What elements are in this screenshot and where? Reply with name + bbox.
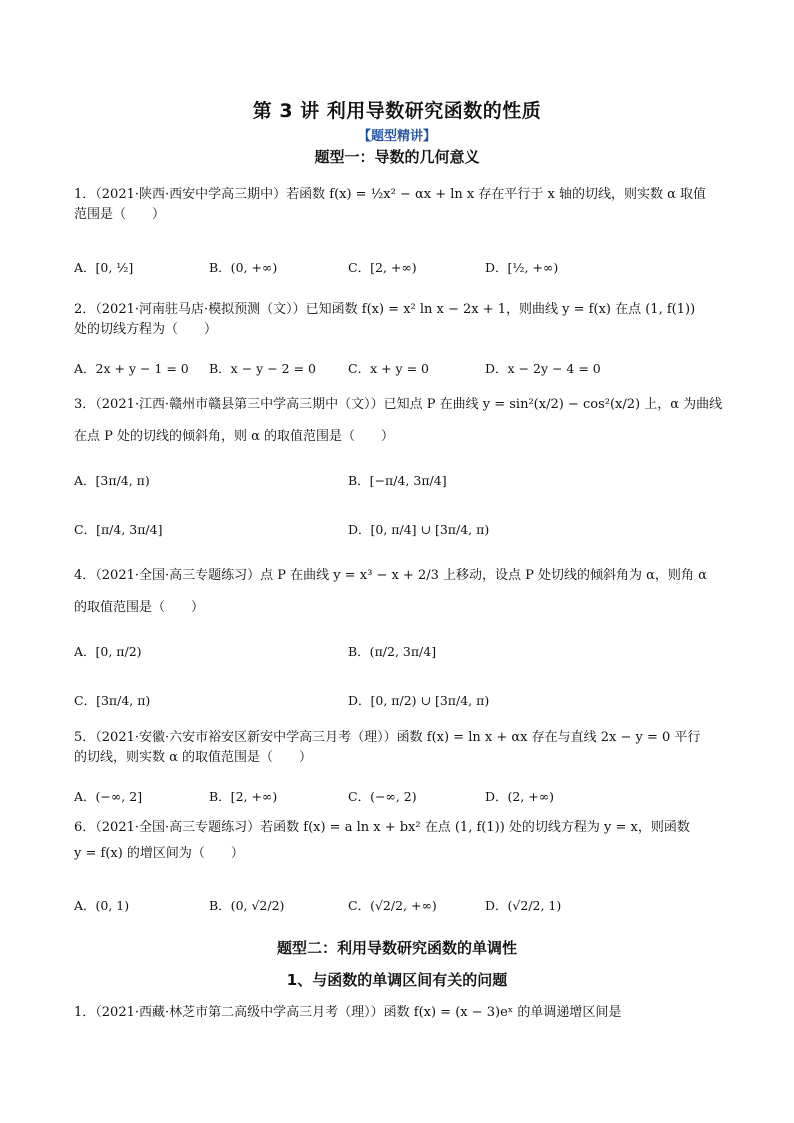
question-6 bbox=[74, 818, 734, 864]
question-3-stem: 3．（2021·江西·赣州市赣县第三中学高三期中（文））已知点 P 在曲线 y = sin²(x/2) − cos²(x/2) 上，α 为曲线 bbox=[74, 397, 723, 412]
option-d: D．[0, π/2) ∪ [3π/4, π) bbox=[348, 693, 490, 708]
question-6-stem-cont: y = f(x) 的增区间为（ ） bbox=[74, 846, 244, 861]
question-2-stem-cont: 处的切线方程为（ ） bbox=[74, 322, 218, 337]
option-d: D．[0, π/4] ∪ [3π/4, π) bbox=[348, 522, 490, 537]
subsection-heading-1: 1、与函数的单调区间有关的问题 bbox=[286, 971, 508, 989]
question-3-stem-cont: 在点 P 处的切线的倾斜角，则 α 的取值范围是（ ） bbox=[74, 429, 395, 444]
question-4-stem: 4．（2021·全国·高三专题练习）点 P 在曲线 y = x³ − x + 2/3 上移动，设点 P 处切线的倾斜角为 α，则角 α bbox=[74, 568, 707, 583]
option-b: B．[2, +∞) bbox=[209, 789, 278, 804]
option-a: A．2x + y − 1 = 0 bbox=[74, 361, 189, 376]
question-5-stem: 5．（2021·安徽·六安市裕安区新安中学高三月考（理））函数 f(x) = ln x + αx 存在与直线 2x − y = 0 平行 bbox=[74, 730, 701, 745]
question-4-options-row1 bbox=[74, 642, 734, 682]
question-2-options bbox=[74, 359, 734, 399]
option-c: C．(√2/2, +∞) bbox=[348, 898, 437, 913]
question-6-stem: 6．（2021·全国·高三专题练习）若函数 f(x) = a ln x + bx² 在点 (1, f(1)) 处的切线方程为 y = x，则函数 bbox=[74, 820, 690, 835]
question-4-stem-cont: 的取值范围是（ ） bbox=[74, 600, 205, 615]
option-c: C．[3π/4, π) bbox=[74, 693, 151, 708]
option-c: C．x + y = 0 bbox=[348, 361, 429, 376]
question-2-stem: 2．（2021·河南驻马店·模拟预测（文））已知函数 f(x) = x² ln x − 2x + 1，则曲线 y = f(x) 在点 (1, f(1)) bbox=[74, 302, 696, 317]
section-heading-1: 题型一：导数的几何意义 bbox=[314, 148, 480, 166]
question-3-options-row1 bbox=[74, 471, 734, 511]
option-a: A．(0, 1) bbox=[74, 898, 130, 913]
option-d: D．(2, +∞) bbox=[485, 789, 555, 804]
question-7-stem: 1．（2021·西藏·林芝市第二高级中学高三月考（理））函数 f(x) = (x − 3)eˣ 的单调递增区间是 bbox=[74, 1005, 622, 1020]
option-b: B．(π/2, 3π/4] bbox=[348, 644, 437, 659]
question-7 bbox=[74, 1003, 734, 1023]
question-3-options-row2 bbox=[74, 520, 734, 560]
option-a: A．[3π/4, π) bbox=[74, 473, 150, 488]
option-a: A．(−∞, 2] bbox=[74, 789, 143, 804]
option-a: A．[0, ½] bbox=[74, 260, 134, 275]
question-4-options-row2 bbox=[74, 691, 734, 731]
question-1-stem: 1．（2021·陕西·西安中学高三期中）若函数 f(x) = ½x² − αx + ln x 存在平行于 x 轴的切线，则实数 α 取值 bbox=[74, 187, 707, 202]
page-title: 第 3 讲 利用导数研究函数的性质 bbox=[252, 100, 542, 122]
option-b: B．x − y − 2 = 0 bbox=[209, 361, 316, 376]
question-1 bbox=[74, 185, 734, 225]
question-3 bbox=[74, 395, 734, 447]
option-c: C．[π/4, 3π/4] bbox=[74, 522, 163, 537]
option-d: D．(√2/2, 1) bbox=[485, 898, 562, 913]
option-d: D．[½, +∞) bbox=[485, 260, 559, 275]
question-5-stem-cont: 的切线，则实数 α 的取值范围是（ ） bbox=[74, 750, 313, 765]
section-tag: 【题型精讲】 bbox=[357, 129, 436, 144]
question-6-options bbox=[74, 896, 734, 936]
option-b: B．(0, √2/2) bbox=[209, 898, 285, 913]
question-1-options bbox=[74, 258, 734, 298]
option-b: B．[−π/4, 3π/4] bbox=[348, 473, 447, 488]
question-5 bbox=[74, 728, 734, 768]
option-a: A．[0, π/2) bbox=[74, 644, 142, 659]
question-1-stem-cont: 范围是（ ） bbox=[74, 207, 166, 222]
option-c: C．[2, +∞) bbox=[348, 260, 417, 275]
option-c: C．(−∞, 2) bbox=[348, 789, 417, 804]
question-4 bbox=[74, 566, 734, 618]
option-d: D．x − 2y − 4 = 0 bbox=[485, 361, 601, 376]
question-2 bbox=[74, 300, 734, 340]
section-heading-2: 题型二：利用导数研究函数的单调性 bbox=[276, 939, 517, 957]
option-b: B．(0, +∞) bbox=[209, 260, 278, 275]
